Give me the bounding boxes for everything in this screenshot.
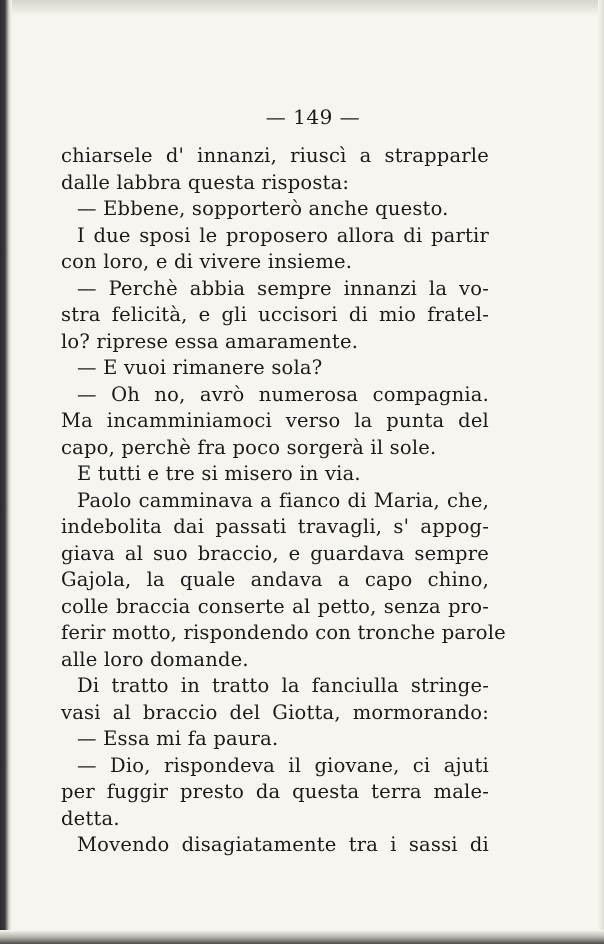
text-line: con loro, e di vivere insieme. (61, 250, 353, 273)
page-number: — 149 — (265, 105, 361, 129)
text-line: detta. (61, 806, 120, 830)
text-line: — E vuoi rimanere sola? (77, 356, 323, 379)
text-line: I due sposi le proposero allora di partir (77, 223, 489, 247)
text-line: — Oh no, avrò numerosa compagnia. (77, 382, 489, 406)
text-line: giava al suo braccio, e guardava sempre (61, 541, 489, 565)
text-line: E tutti e tre si misero in via. (77, 462, 361, 485)
text-line: per fuggir presto da questa terra male- (61, 780, 489, 803)
text-line: dalle labbra questa risposta: (61, 170, 350, 194)
text-line: lo? riprese essa amaramente. (61, 329, 359, 353)
text-line: — Dio, rispondeva il giovane, ci ajuti (77, 753, 489, 777)
page-top-shadow (0, 0, 604, 16)
text-line: Ma incamminiamoci verso la punta del (61, 409, 489, 432)
text-line: stra felicità, e gli uccisori di mio fratel- (61, 303, 489, 326)
page-bottom-edge (0, 930, 604, 944)
body-text (61, 143, 506, 859)
text-line: capo, perchè fra poco sorgerà il sole. (61, 435, 437, 459)
page-right-edge (598, 0, 604, 944)
text-line: Movendo disagiatamente tra i sassi di (77, 833, 489, 856)
text-line: alle loro domande. (61, 647, 249, 671)
text-line: colle braccia conserte al petto, senza pro- (61, 594, 489, 618)
text-line: Paolo camminava a fianco di Maria, che, (77, 488, 489, 512)
book-spine-edge (0, 0, 12, 944)
text-line: Gajola, la quale andava a capo chino, (61, 568, 489, 591)
text-line: indebolita dai passati travagli, s' appog- (61, 515, 489, 538)
text-line: chiarsele d' innanzi, riuscì a strapparle (61, 144, 489, 167)
text-line: vasi al braccio del Giotta, mormorando: (61, 700, 489, 724)
text-line: ferir motto, rispondendo con tronche parole (61, 621, 506, 644)
text-line: — Ebbene, sopporterò anche questo. (77, 197, 449, 220)
text-line: — Essa mi fa paura. (77, 727, 279, 750)
text-line: Di tratto in tratto la fanciulla stringe- (77, 674, 489, 697)
text-line: — Perchè abbia sempre innanzi la vo- (77, 276, 489, 300)
